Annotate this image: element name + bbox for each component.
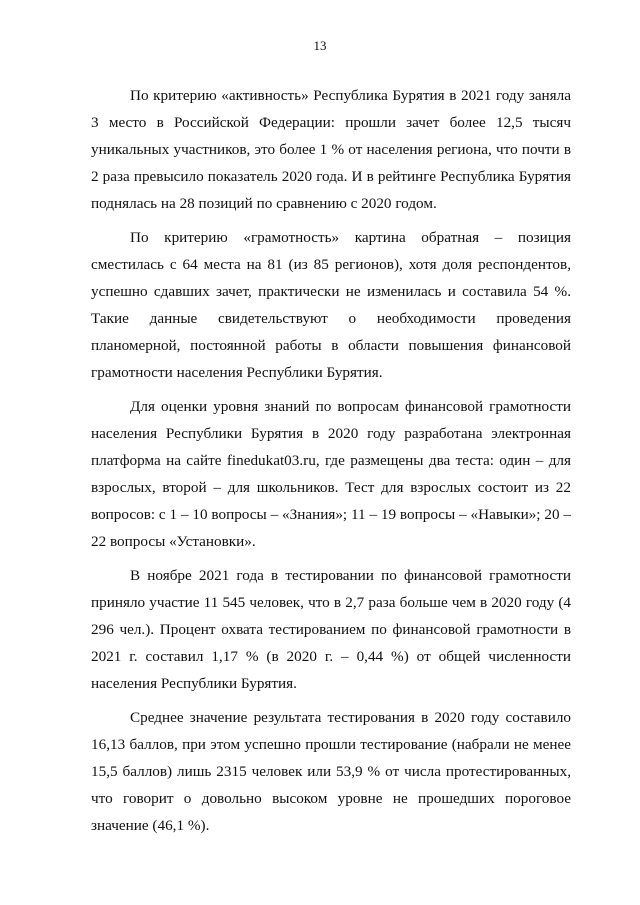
- paragraph-activity-criterion: По критерию «активность» Республика Бурятия в 2021 году заняла 3 место в Российской Федерации: прошли зачет более 12,5 тысяч уникальных участников, это более 1 % от населения региона, что почти в 2 раза превысило показатель 2020 года. И в рейтинге Республика Бурятия поднялась на 28 позиций по сравнению с 2020 годом.: [91, 87, 571, 212]
- paragraph-testing-platform: Для оценки уровня знаний по вопросам финансовой грамотности населения Республики Бурятия в 2020 году разработана электронная платформа на сайте finedukat03.ru, где размещены два теста: один – для взрослых, второй – для школьников. Тест для взрослых состоит из 22 вопросов: с 1 – 10 вопросы – «Знания»; 11 – 19 вопросы – «Навыки»; 20 – 22 вопросы «Установки».: [91, 398, 571, 550]
- paragraph-november-testing: В ноябре 2021 года в тестировании по финансовой грамотности приняло участие 11 545 человек, что в 2,7 раза больше чем в 2020 году (4 296 чел.). Процент охвата тестированием по финансовой грамотности в 2021 г. составил 1,17 % (в 2020 г. – 0,44 %) от общей численности населения Республики Бурятия.: [91, 567, 571, 692]
- page-number: 13: [313, 38, 327, 53]
- body-text: [91, 82, 571, 839]
- paragraph-literacy-criterion: По критерию «грамотность» картина обратная – позиция сместилась с 64 места на 81 (из 85 регионов), хотя доля респондентов, успешно сдавших зачет, практически не изменилась и составила 54 %. Такие данные свидетельствуют о необходимости проведения планомерной, постоянной работы в области повышения финансовой грамотности населения Республики Бурятия.: [91, 229, 571, 381]
- paragraph-average-result: Среднее значение результата тестирования в 2020 году составило 16,13 баллов, при этом успешно прошли тестирование (набрали не менее 15,5 баллов) лишь 2315 человек или 53,9 % от числа протестированных, что говорит о довольно высоком уровне не прошедших пороговое значение (46,1 %).: [91, 709, 571, 834]
